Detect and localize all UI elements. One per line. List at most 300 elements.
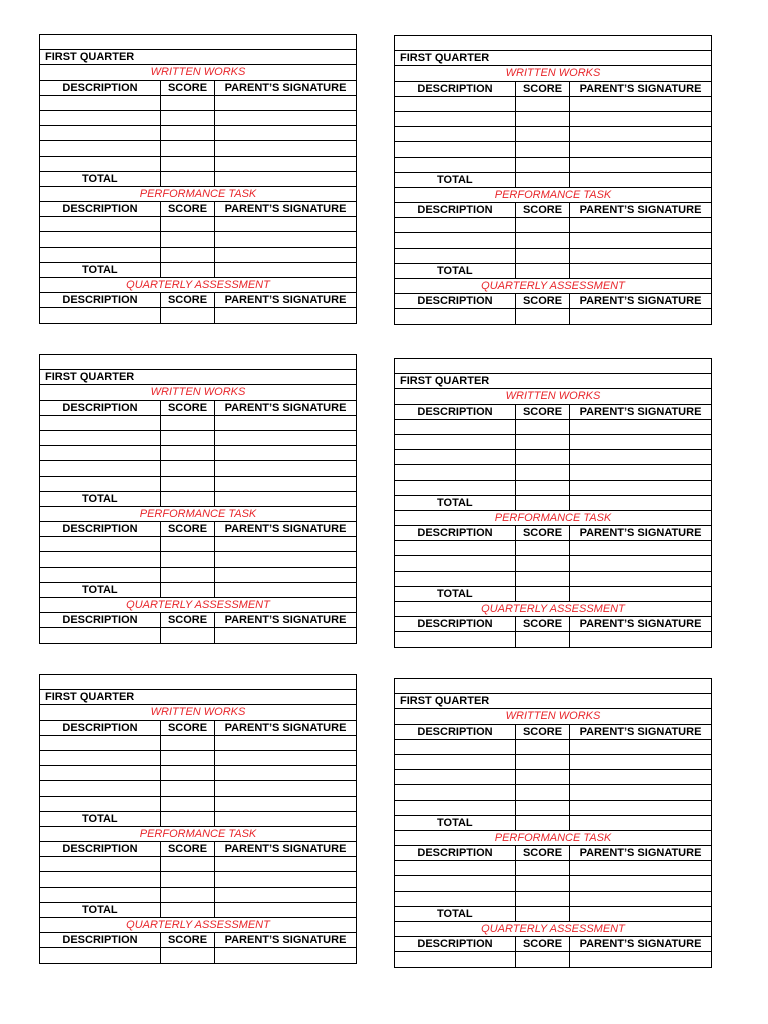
signature-cell[interactable]: [215, 797, 356, 811]
score-cell[interactable]: [161, 141, 215, 155]
description-cell[interactable]: [40, 948, 161, 962]
parents-signature-header: PARENT’S SIGNATURE: [579, 938, 702, 951]
card-top-blank-row: [40, 675, 356, 690]
signature-cell[interactable]: [215, 888, 356, 902]
written-works-entry-row: [40, 766, 356, 781]
description-cell[interactable]: [40, 766, 161, 780]
parents-signature-header: PARENT’S SIGNATURE: [224, 614, 347, 627]
score-cell[interactable]: [516, 309, 570, 323]
score-cell[interactable]: [161, 797, 215, 811]
parents-signature-header: PARENT’S SIGNATURE: [579, 405, 702, 418]
description-cell[interactable]: [395, 127, 516, 141]
parents-signature-header: PARENT’S SIGNATURE: [224, 843, 347, 856]
total-signature-cell[interactable]: [215, 903, 356, 917]
score-cell[interactable]: [161, 96, 215, 110]
total-signature-cell[interactable]: [215, 263, 356, 277]
score-cell[interactable]: [161, 568, 215, 582]
signature-cell[interactable]: [215, 248, 356, 262]
signature-cell[interactable]: [570, 309, 711, 323]
signature-cell[interactable]: [215, 461, 356, 475]
signature-cell[interactable]: [215, 126, 356, 140]
description-header: DESCRIPTION: [40, 293, 161, 307]
written-works-entry-row: [40, 141, 356, 156]
signature-cell[interactable]: [215, 736, 356, 750]
signature-cell[interactable]: [215, 628, 356, 642]
blank-header-cell: [40, 675, 356, 689]
score-header: SCORE: [161, 842, 215, 856]
description-cell[interactable]: [395, 755, 516, 769]
card-top-blank-row: [395, 359, 711, 374]
total-label: TOTAL: [395, 264, 516, 278]
score-cell[interactable]: [161, 308, 215, 322]
signature-cell[interactable]: [215, 552, 356, 566]
written-works-entry-row: [40, 781, 356, 796]
signature-cell[interactable]: [570, 740, 711, 754]
blank-header-cell: [40, 35, 356, 49]
written-works-entry-row: [395, 420, 711, 435]
signature-cell[interactable]: [570, 249, 711, 263]
total-signature-cell[interactable]: [215, 583, 356, 597]
quarterly-assessment-entry-row: [40, 948, 356, 963]
score-cell[interactable]: [516, 218, 570, 232]
score-cell[interactable]: [516, 465, 570, 479]
signature-cell[interactable]: [570, 450, 711, 464]
total-score-cell[interactable]: [516, 907, 570, 921]
written-works-entry-row: [40, 126, 356, 141]
total-signature-cell[interactable]: [215, 492, 356, 506]
performance-task-column-header: [40, 842, 356, 857]
parents-signature-header: PARENT’S SIGNATURE: [224, 203, 347, 216]
score-cell[interactable]: [516, 572, 570, 586]
description-cell[interactable]: [395, 892, 516, 906]
signature-cell[interactable]: [570, 632, 711, 646]
quarterly-assessment-heading-row: [395, 602, 711, 617]
description-cell[interactable]: [395, 218, 516, 232]
total-label: TOTAL: [40, 172, 161, 186]
total-score-cell[interactable]: [516, 816, 570, 830]
description-cell[interactable]: [395, 632, 516, 646]
description-cell[interactable]: [40, 477, 161, 491]
description-cell[interactable]: [395, 876, 516, 890]
description-cell[interactable]: [395, 572, 516, 586]
written-works-entry-row: [40, 96, 356, 111]
written-works-entry-row: [395, 801, 711, 816]
performance-task-entry-row: [40, 232, 356, 247]
quarterly-assessment-heading: QUARTERLY ASSESSMENT: [126, 279, 270, 291]
quarterly-assessment-heading: QUARTERLY ASSESSMENT: [126, 919, 270, 931]
signature-cell[interactable]: [570, 218, 711, 232]
total-signature-cell[interactable]: [570, 907, 711, 921]
performance-task-entry-row: [395, 249, 711, 264]
blank-header-cell: [395, 679, 711, 693]
description-cell[interactable]: [40, 141, 161, 155]
score-cell[interactable]: [161, 751, 215, 765]
written-works-total-row: [395, 496, 711, 511]
description-header: DESCRIPTION: [395, 725, 516, 739]
performance-task-total-row: [40, 903, 356, 918]
signature-cell[interactable]: [215, 217, 356, 231]
total-score-cell[interactable]: [161, 812, 215, 826]
signature-cell[interactable]: [215, 568, 356, 582]
score-cell[interactable]: [161, 552, 215, 566]
score-header: SCORE: [516, 294, 570, 308]
performance-task-heading: PERFORMANCE TASK: [494, 511, 612, 524]
quarterly-assessment-column-header: [395, 294, 711, 309]
description-cell[interactable]: [395, 465, 516, 479]
total-signature-cell[interactable]: [215, 812, 356, 826]
score-cell[interactable]: [516, 861, 570, 875]
description-cell[interactable]: [395, 481, 516, 495]
performance-task-entry-row: [395, 541, 711, 556]
signature-cell[interactable]: [570, 572, 711, 586]
performance-task-column-header: [395, 526, 711, 541]
total-signature-cell[interactable]: [570, 496, 711, 510]
signature-cell[interactable]: [215, 416, 356, 430]
signature-cell[interactable]: [215, 431, 356, 445]
written-works-column-header: [395, 405, 711, 420]
signature-cell[interactable]: [570, 892, 711, 906]
description-header: DESCRIPTION: [395, 846, 516, 860]
description-cell[interactable]: [40, 537, 161, 551]
score-cell[interactable]: [516, 233, 570, 247]
description-cell[interactable]: [395, 541, 516, 555]
signature-cell[interactable]: [570, 233, 711, 247]
total-score-cell[interactable]: [516, 264, 570, 278]
description-cell[interactable]: [40, 736, 161, 750]
description-cell[interactable]: [40, 126, 161, 140]
total-score-cell[interactable]: [516, 587, 570, 601]
score-cell[interactable]: [161, 781, 215, 795]
description-cell[interactable]: [40, 248, 161, 262]
performance-task-heading: PERFORMANCE TASK: [139, 827, 257, 840]
performance-task-heading: PERFORMANCE TASK: [139, 507, 257, 520]
written-works-heading: WRITTEN WORKS: [150, 386, 246, 399]
written-works-entry-row: [40, 461, 356, 476]
performance-task-entry-row: [40, 537, 356, 552]
description-cell[interactable]: [40, 628, 161, 642]
score-cell[interactable]: [516, 541, 570, 555]
score-card: [394, 358, 712, 648]
written-works-entry-row: [395, 465, 711, 480]
description-cell[interactable]: [395, 233, 516, 247]
description-cell[interactable]: [395, 556, 516, 570]
total-signature-cell[interactable]: [570, 264, 711, 278]
signature-cell[interactable]: [215, 141, 356, 155]
signature-cell[interactable]: [570, 112, 711, 126]
signature-cell[interactable]: [215, 111, 356, 125]
score-header: SCORE: [516, 203, 570, 217]
description-header: DESCRIPTION: [40, 721, 161, 735]
score-cell[interactable]: [161, 477, 215, 491]
score-header: SCORE: [516, 526, 570, 540]
score-cell[interactable]: [161, 857, 215, 871]
signature-cell[interactable]: [570, 556, 711, 570]
signature-cell[interactable]: [570, 97, 711, 111]
total-label: TOTAL: [40, 812, 161, 826]
total-signature-cell[interactable]: [570, 816, 711, 830]
performance-task-total-row: [40, 263, 356, 278]
written-works-heading-row: [40, 385, 356, 400]
total-signature-cell[interactable]: [570, 587, 711, 601]
description-cell[interactable]: [395, 450, 516, 464]
quarterly-assessment-heading-row: [40, 598, 356, 613]
score-header: SCORE: [161, 613, 215, 627]
score-cell[interactable]: [516, 770, 570, 784]
score-cell[interactable]: [161, 628, 215, 642]
quarterly-assessment-heading: QUARTERLY ASSESSMENT: [481, 280, 625, 292]
score-cell[interactable]: [516, 249, 570, 263]
signature-cell[interactable]: [215, 537, 356, 551]
total-score-cell[interactable]: [516, 496, 570, 510]
score-cell[interactable]: [516, 435, 570, 449]
description-cell[interactable]: [40, 857, 161, 871]
score-cell[interactable]: [161, 431, 215, 445]
score-cell[interactable]: [516, 952, 570, 966]
signature-cell[interactable]: [215, 751, 356, 765]
quarter-row: [40, 370, 356, 385]
signature-cell[interactable]: [215, 857, 356, 871]
signature-cell[interactable]: [215, 96, 356, 110]
signature-cell[interactable]: [570, 541, 711, 555]
signature-cell[interactable]: [570, 158, 711, 172]
description-cell[interactable]: [40, 446, 161, 460]
score-cell[interactable]: [161, 111, 215, 125]
parents-signature-header: PARENT’S SIGNATURE: [579, 295, 702, 308]
written-works-column-header: [395, 82, 711, 97]
signature-cell[interactable]: [570, 481, 711, 495]
score-cell[interactable]: [516, 755, 570, 769]
score-cell[interactable]: [161, 948, 215, 962]
signature-cell[interactable]: [570, 770, 711, 784]
description-cell[interactable]: [40, 157, 161, 171]
written-works-entry-row: [395, 158, 711, 173]
parents-signature-header: PARENT’S SIGNATURE: [224, 81, 347, 94]
signature-cell[interactable]: [215, 477, 356, 491]
total-score-cell[interactable]: [161, 172, 215, 186]
score-cell[interactable]: [516, 127, 570, 141]
description-cell[interactable]: [395, 952, 516, 966]
description-cell[interactable]: [395, 770, 516, 784]
written-works-entry-row: [395, 785, 711, 800]
description-cell[interactable]: [40, 308, 161, 322]
total-label: TOTAL: [395, 816, 516, 830]
score-cell[interactable]: [516, 892, 570, 906]
signature-cell[interactable]: [570, 435, 711, 449]
description-cell[interactable]: [40, 232, 161, 246]
performance-task-entry-row: [40, 217, 356, 232]
score-cell[interactable]: [516, 450, 570, 464]
quarterly-assessment-entry-row: [395, 309, 711, 324]
score-card: [394, 678, 712, 968]
signature-cell[interactable]: [215, 781, 356, 795]
description-cell[interactable]: [395, 420, 516, 434]
description-cell[interactable]: [40, 888, 161, 902]
signature-cell[interactable]: [570, 861, 711, 875]
score-cell[interactable]: [161, 126, 215, 140]
description-cell[interactable]: [395, 740, 516, 754]
description-cell[interactable]: [395, 785, 516, 799]
score-cell[interactable]: [161, 888, 215, 902]
score-cell[interactable]: [516, 556, 570, 570]
score-header: SCORE: [516, 82, 570, 96]
description-header: DESCRIPTION: [40, 613, 161, 627]
score-header: SCORE: [161, 401, 215, 415]
score-header: SCORE: [516, 617, 570, 631]
performance-task-entry-row: [40, 857, 356, 872]
score-cell[interactable]: [516, 142, 570, 156]
score-cell[interactable]: [161, 446, 215, 460]
written-works-entry-row: [395, 755, 711, 770]
written-works-heading: WRITTEN WORKS: [505, 67, 601, 80]
description-cell[interactable]: [395, 801, 516, 815]
score-header: SCORE: [161, 81, 215, 95]
total-score-cell[interactable]: [516, 173, 570, 187]
score-cell[interactable]: [161, 736, 215, 750]
written-works-heading-row: [395, 709, 711, 724]
quarterly-assessment-heading: QUARTERLY ASSESSMENT: [481, 923, 625, 935]
score-cell[interactable]: [161, 766, 215, 780]
score-cell[interactable]: [161, 461, 215, 475]
performance-task-total-row: [395, 587, 711, 602]
description-cell[interactable]: [395, 861, 516, 875]
description-cell[interactable]: [395, 142, 516, 156]
signature-cell[interactable]: [215, 308, 356, 322]
signature-cell[interactable]: [215, 766, 356, 780]
score-header: SCORE: [161, 293, 215, 307]
quarter-row: [40, 690, 356, 705]
score-header: SCORE: [516, 405, 570, 419]
signature-cell[interactable]: [570, 876, 711, 890]
description-header: DESCRIPTION: [395, 294, 516, 308]
score-cell[interactable]: [516, 785, 570, 799]
score-cell[interactable]: [161, 232, 215, 246]
score-cell[interactable]: [516, 158, 570, 172]
total-score-cell[interactable]: [161, 583, 215, 597]
signature-cell[interactable]: [570, 755, 711, 769]
total-signature-cell[interactable]: [570, 173, 711, 187]
description-cell[interactable]: [395, 97, 516, 111]
score-cell[interactable]: [161, 248, 215, 262]
description-cell[interactable]: [40, 552, 161, 566]
parents-signature-header: PARENT’S SIGNATURE: [579, 527, 702, 540]
description-cell[interactable]: [40, 797, 161, 811]
parents-signature-header: PARENT’S SIGNATURE: [224, 721, 347, 734]
written-works-heading: WRITTEN WORKS: [150, 706, 246, 719]
score-cell[interactable]: [516, 801, 570, 815]
written-works-entry-row: [40, 477, 356, 492]
description-cell[interactable]: [40, 461, 161, 475]
parents-signature-header: PARENT’S SIGNATURE: [224, 294, 347, 307]
score-cell[interactable]: [161, 537, 215, 551]
signature-cell[interactable]: [215, 446, 356, 460]
signature-cell[interactable]: [570, 142, 711, 156]
performance-task-entry-row: [395, 861, 711, 876]
score-cell[interactable]: [516, 481, 570, 495]
score-cell[interactable]: [516, 112, 570, 126]
description-header: DESCRIPTION: [395, 526, 516, 540]
description-cell[interactable]: [40, 111, 161, 125]
written-works-total-row: [40, 172, 356, 187]
score-header: SCORE: [516, 937, 570, 951]
score-card: [39, 354, 357, 644]
written-works-total-row: [40, 492, 356, 507]
written-works-entry-row: [395, 97, 711, 112]
description-cell[interactable]: [40, 96, 161, 110]
written-works-heading: WRITTEN WORKS: [150, 66, 246, 79]
description-header: DESCRIPTION: [395, 937, 516, 951]
description-cell[interactable]: [395, 112, 516, 126]
total-score-cell[interactable]: [161, 492, 215, 506]
description-cell[interactable]: [40, 568, 161, 582]
signature-cell[interactable]: [570, 127, 711, 141]
score-cell[interactable]: [516, 420, 570, 434]
performance-task-heading-row: [395, 188, 711, 203]
signature-cell[interactable]: [570, 465, 711, 479]
description-header: DESCRIPTION: [395, 203, 516, 217]
total-score-cell[interactable]: [161, 903, 215, 917]
total-label: TOTAL: [395, 587, 516, 601]
quarter-row: [395, 374, 711, 389]
description-cell[interactable]: [395, 309, 516, 323]
total-score-cell[interactable]: [161, 263, 215, 277]
score-cell[interactable]: [516, 97, 570, 111]
score-cell[interactable]: [161, 217, 215, 231]
description-cell[interactable]: [40, 872, 161, 886]
written-works-entry-row: [395, 481, 711, 496]
performance-task-column-header: [395, 203, 711, 218]
description-cell[interactable]: [40, 217, 161, 231]
parents-signature-header: PARENT’S SIGNATURE: [579, 618, 702, 631]
written-works-entry-row: [40, 431, 356, 446]
description-cell[interactable]: [40, 416, 161, 430]
signature-cell[interactable]: [215, 157, 356, 171]
performance-task-entry-row: [40, 248, 356, 263]
description-cell[interactable]: [40, 431, 161, 445]
signature-cell[interactable]: [570, 801, 711, 815]
description-cell[interactable]: [40, 781, 161, 795]
score-cell[interactable]: [161, 416, 215, 430]
quarterly-assessment-heading-row: [395, 922, 711, 937]
signature-cell[interactable]: [570, 952, 711, 966]
description-cell[interactable]: [40, 751, 161, 765]
signature-cell[interactable]: [215, 232, 356, 246]
score-cell[interactable]: [516, 632, 570, 646]
score-card: [39, 674, 357, 964]
score-cell[interactable]: [161, 157, 215, 171]
signature-cell[interactable]: [570, 420, 711, 434]
description-cell[interactable]: [395, 158, 516, 172]
signature-cell[interactable]: [215, 948, 356, 962]
score-cell[interactable]: [516, 876, 570, 890]
signature-cell[interactable]: [215, 872, 356, 886]
performance-task-heading: PERFORMANCE TASK: [494, 188, 612, 201]
score-header: SCORE: [516, 846, 570, 860]
parents-signature-header: PARENT’S SIGNATURE: [579, 82, 702, 95]
performance-task-column-header: [40, 202, 356, 217]
signature-cell[interactable]: [570, 785, 711, 799]
parents-signature-header: PARENT’S SIGNATURE: [224, 523, 347, 536]
written-works-column-header: [40, 81, 356, 96]
total-signature-cell[interactable]: [215, 172, 356, 186]
description-cell[interactable]: [395, 435, 516, 449]
written-works-entry-row: [40, 157, 356, 172]
score-cell[interactable]: [516, 740, 570, 754]
quarterly-assessment-heading: QUARTERLY ASSESSMENT: [481, 603, 625, 615]
card-top-blank-row: [40, 355, 356, 370]
description-cell[interactable]: [395, 249, 516, 263]
score-cell[interactable]: [161, 872, 215, 886]
performance-task-entry-row: [395, 892, 711, 907]
